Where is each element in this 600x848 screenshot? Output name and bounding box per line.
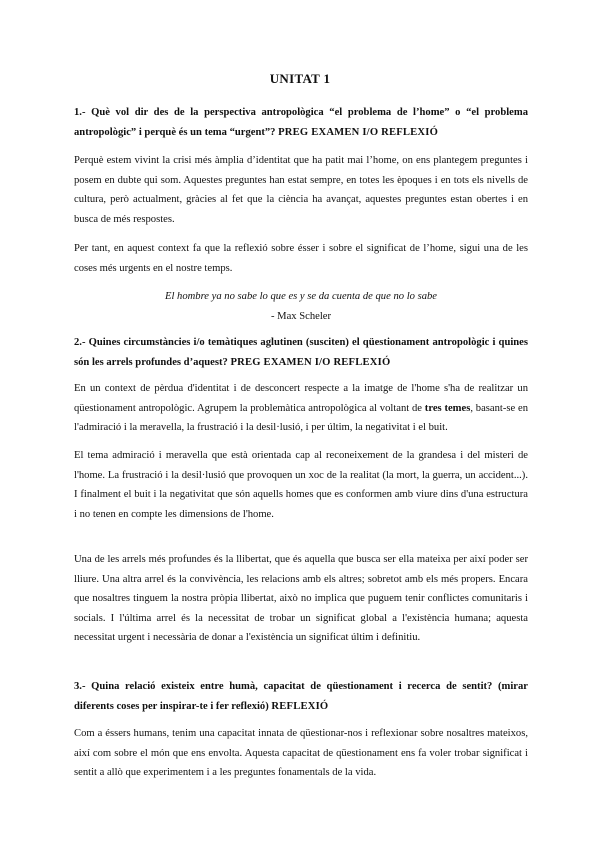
quote [74,287,528,326]
paragraph-5: Una de les arrels més profundes és la llibertat, que és aquella que busca ser ella mateixa per així poder ser lliure. Una altra arrel és la convivència, les relacions amb els altres; sobretot amb els més propers. Encara que nosaltres tinguem la nostra pròpia llibertat, això no implica que puguem tenir conflictes comunitaris i socials. I l'última arrel és la necessitat de trobar un significat global a l'existència humana; aquesta necessitat urgent i necessària de donar a l'existència un significat últim i definitiu. [74,554,528,644]
question-3-tag: REFLEXIÓ [271,700,329,712]
question-2 [74,333,528,372]
question-2-tag: PREG EXAMEN I/O REFLEXIÓ [230,356,391,368]
quote-text: El hombre ya no sabe lo que es y se da cuenta de que no lo sabe [164,291,438,302]
paragraph-2: Per tant, en aquest context fa que la reflexió sobre ésser i sobre el significat de l’home, sigui una de les coses més urgents en el nostre temps. [74,243,528,274]
page-title: UNITAT 1 [269,71,331,86]
paragraph-3-emphasis: tres temes [424,402,471,414]
question-3 [74,677,528,716]
quote-author: - Max Scheler [270,310,331,322]
paragraph-4: El tema admiració i meravella que està orientada cap al reconeixement de la grandesa i del misteri de l'home. La frustració i la desil·lusió que provoquen un xoc de la realitat (la mort, la guerra, un accident...). I finalment el buit i la negativitat que són aquells homes que es conformen amb viure dins d'una estructura i no tenen en compte les dimensions de l'home. [74,450,528,520]
paragraph-3 [74,379,528,438]
paragraph-3-before: En un context de pèrdua d'identitat i de desconcert respecte a la imatge de l'home s'ha de realitzar un qüestionament antropològic. Agrupem la problemàtica antropològica al voltant de [74,383,528,414]
question-1-text: 1.- Què vol dir des de la perspectiva antropològica “el problema de l’home” o “el problema antropològic” i perquè és un tema “urgent”? [74,107,528,138]
question-2-text: 2.- Quines circumstàncies i/o temàtiques aglutinen (susciten) el qüestionament antropològic i quines són les arrels profundes d’aquest? [74,337,528,368]
paragraph-1: Perquè estem vivint la crisi més àmplia d’identitat que ha patit mai l’home, on ens plantegem preguntes i posem en dubte qui som. Aquestes preguntes han estat sempre, en totes les èpoques i en tots els nivells de cultura, però actualment, gràcies al fet que la ciència ha avançat, aquestes preguntes estan obertes i en busca de més respostes. [74,155,528,225]
paragraph-3-after: , basant-se en l'admiració i la meravella, la frustració i la desil·lusió, i per últim, la negativitat i el buit. [74,402,528,434]
question-1 [74,103,528,142]
paragraph-6: Com a éssers humans, tenim una capacitat innata de qüestionar-nos i reflexionar sobre nosaltres mateixos, així com sobre el món que ens envolta. Aquesta capacitat de qüestionament ens fa voler trobar significat i sentit a allò que experimentem i a les preguntes fonamentals de la vida. [74,728,528,779]
question-1-tag: PREG EXAMEN I/O REFLEXIÓ [278,126,439,138]
question-3-text: 3.- Quina relació existeix entre humà, capacitat de qüestionament i recerca de sentit? (mirar diferents coses per inspirar-te i fer reflexió) [74,681,528,712]
